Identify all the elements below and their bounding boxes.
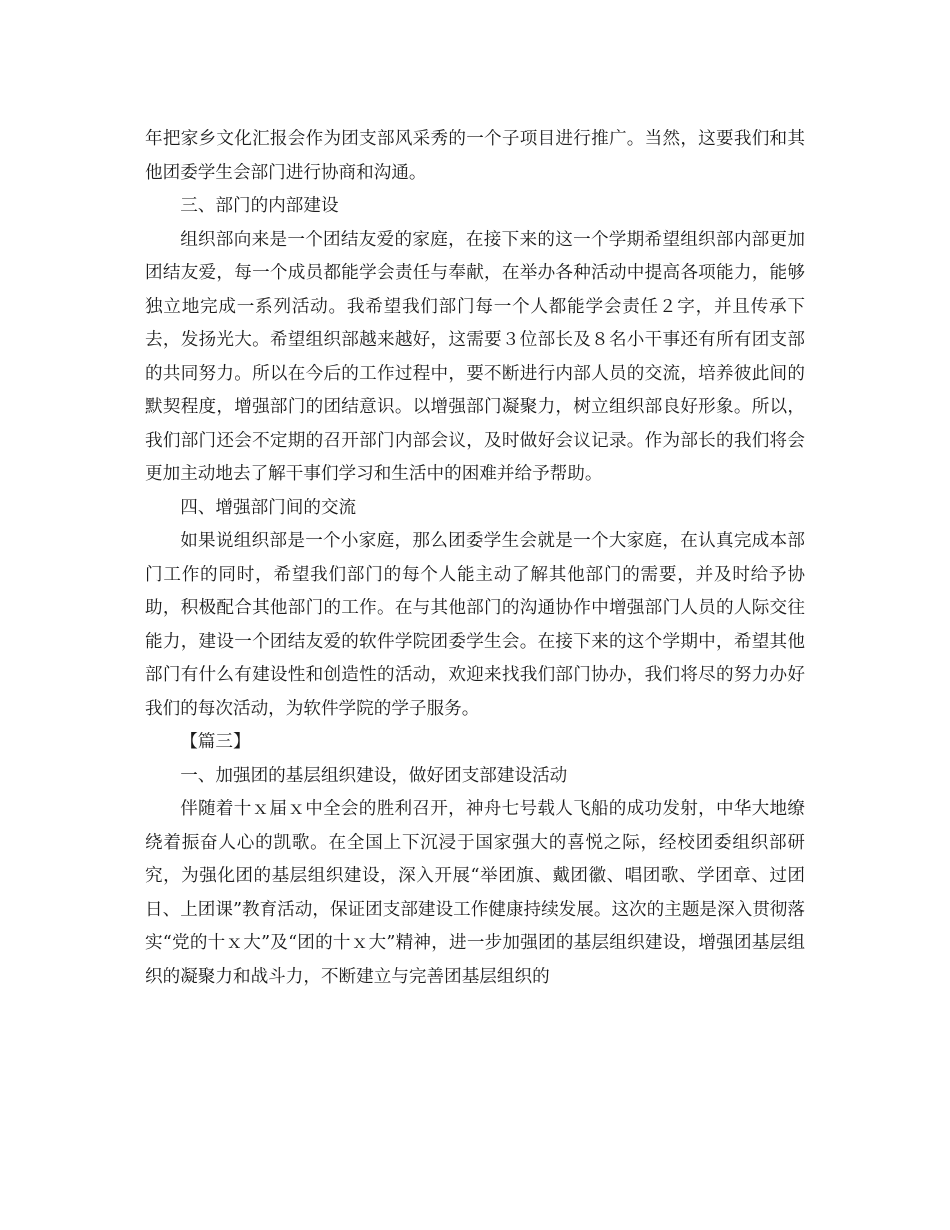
paragraph-inter-department: 如果说组织部是一个小家庭，那么团委学生会就是一个大家庭，在认真完成本部门工作的同时，希望我们部门的每个人能主动了解其他部门的需要，并及时给予协助，积极配合其他部门的工作。在与其他部门的沟通协作中增强部门人员的人际交往能力，建设一个团结友爱的软件学院团委学生会。在接下来的这个学期中，希望其他部门有什么有建设性和创造性的活动，欢迎来找我们部门协办，我们将尽的努力办好我们的每次活动，为软件学院的学子服务。: [145, 531, 805, 719]
document-page: [145, 123, 805, 994]
part-heading-three: 【篇三】: [180, 732, 251, 752]
section-heading-grassroots: 一、加强团的基层组织建设，做好团支部建设活动: [180, 765, 568, 786]
section-heading-inter-department: 四、增强部门间的交流: [180, 497, 357, 518]
section-heading-internal-building: 三、部门的内部建设: [180, 196, 339, 216]
paragraph-internal-building: 组织部向来是一个团结友爱的家庭，在接下来的这一个学期希望组织部内部更加团结友爱，每一个成员都能学会责任与奉献，在举办各种活动中提高各项能力，能够独立地完成一系列活动。我希望我们部门每一个人都能学会责任２字，并且传承下去，发扬光大。希望组织部越来越好，这需要３位部长及８名小干事还有所有团支部的共同努力。所以在今后的工作过程中，要不断进行内部人员的交流，培养彼此间的默契程度，增强部门的团结意识。以增强部门凝聚力，树立组织部良好形象。所以，我们部门还会不定期的召开部门内部会议，及时做好会议记录。作为部长的我们将会更加主动地去了解干事们学习和生活中的困难并给予帮助。: [145, 229, 805, 484]
paragraph-continuation: 年把家乡文化汇报会作为团支部风采秀的一个子项目进行推广。当然，这要我们和其他团委学生会部门进行协商和沟通。: [145, 129, 805, 183]
paragraph-grassroots: 伴随着十ｘ届ｘ中全会的胜利召开，神舟七号载人飞船的成功发射，中华大地缭绕着振奋人心的凯歌。在全国上下沉浸于国家强大的喜悦之际，经校团委组织部研究，为强化团的基层组织建设，深入开展“举团旗、戴团徽、唱团歌、学团章、过团日、上团课”教育活动，保证团支部建设工作健康持续发展。这次的主题是深入贯彻落实“党的十ｘ大”及“团的十ｘ大”精神，进一步加强团的基层组织建设，增强团基层组织的凝聚力和战斗力，不断建立与完善团基层组织的: [145, 799, 805, 987]
